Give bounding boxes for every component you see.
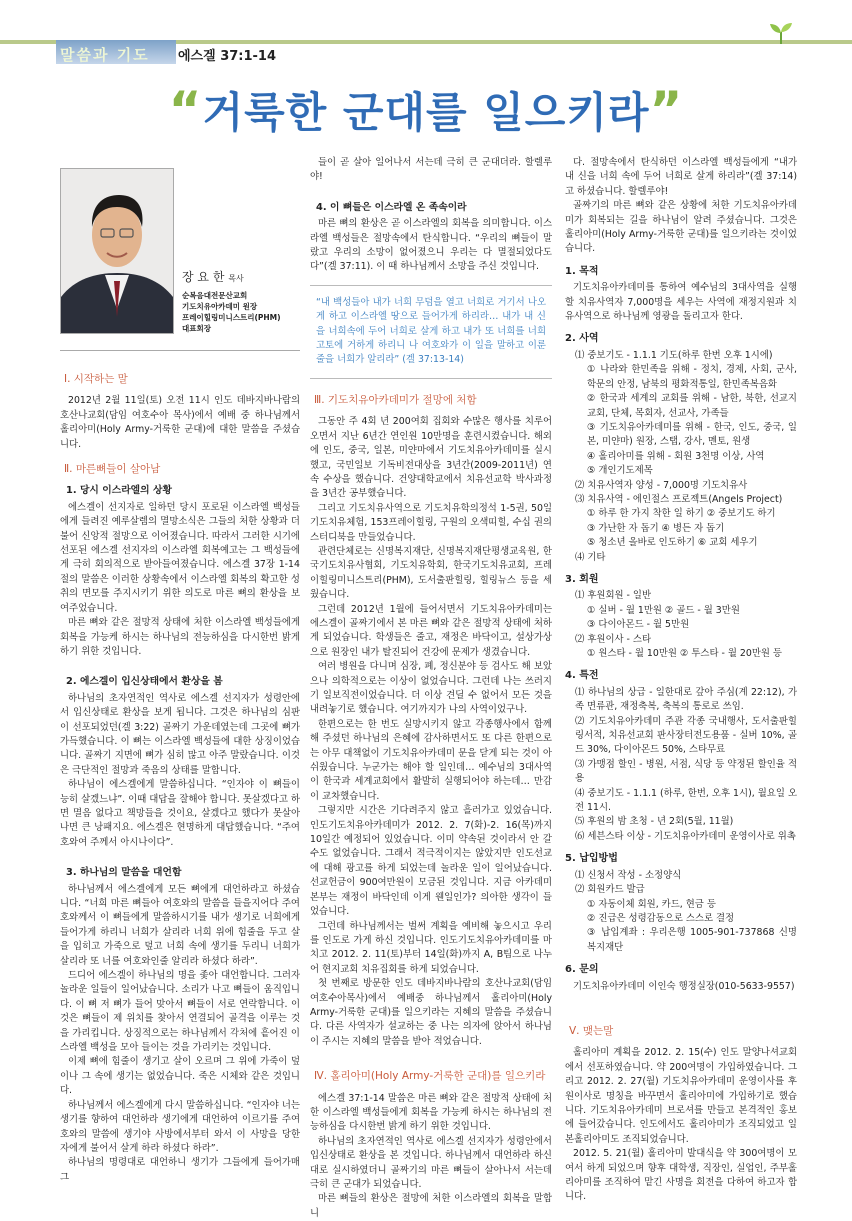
sub-list-item: ② 한국과 세계의 교회를 위해 - 남한, 북한, 선교지 교회, 단체, 목회자, 선교사, 가족들 [587,393,797,419]
spacer [565,1004,797,1014]
paragraph: 골짜기의 마른 뼈와 같은 상황에 처한 기도치유아카데미가 회복되는 길을 하나님이 알려 주셨습니다. 그것은 홀리아미(Holy Army-거룩한 군대)를 일으키라는 것이었습니다. [565,200,797,255]
paragraph: 하나님의 명령대로 대언하니 생기가 그들에게 들어가매 그 [60,1157,300,1183]
section-heading: Ⅳ. 홀리아미(Holy Army-거룩한 군대)를 일으키라 [314,1070,546,1083]
paragraph: 여러 병원을 다니며 심장, 폐, 정신분야 등 검사도 해 보았으나 의학적으로는 이상이 없었습니다. 그런데 나는 쓰러지기 일보직전이었습니다. 더 이상 견딜 수 없어서 모든 것을 내려놓기로 했습니다. 여기까지가 나의 사역이었구나. [310,661,552,716]
paragraph: 첫 번째로 방문한 인도 데바지바나람의 호산나교회(담임 여호수아목사)에서 예배중 하나님께서 홀리아미(Holy Army-거룩한 군대)를 일으키라는 지혜의 말씀을 주셨습니다. 다른 사역자가 설교하는 중 나는 의자에 앉아서 하나님이 주시는 지혜의 말씀을 받아 적었습니다. [310,978,552,1047]
paragraph: 들이 곧 살아 일어나서 서는데 극히 큰 군대더라. 할렐루야! [310,157,552,183]
list-item: ⑴ 신청서 작성 - 소정양식 [575,869,682,881]
scripture-reference: 에스겔 37:1-14 [178,49,277,64]
paragraph: 그리고 기도치유사역으로 기도치유학의정석 1-5권, 50일기도치유체험, 153프레이힐링, 구원의 오색띠힐, 수십 권의 스터디북을 만들었습니다. [310,502,552,543]
spacer [565,994,797,1004]
paragraph: 마른 뼈들의 환상은 절망에 처한 이스라엘의 회복을 말합니 [310,1193,552,1219]
paragraph: 한편으로는 한 번도 실망시키지 않고 각종행사에서 함께 해 주셨던 하나님의 은혜에 감사하면서도 또 다른 한편으로는 아무 대책없이 기도치유아카데미 문을 닫게 되는 것이 아쉬웠습니다. 누군가는 해야 할 일인데… 예수님의 3대사역이 한국과 세계교회에서 활발히 실행되어야 하는데… 만감이 교차했습니다. [310,718,552,802]
paragraph: 그동안 주 4회 년 200여회 집회와 수많은 행사를 치루어오면서 지난 6년간 연인원 10만명을 훈련시켰습니다. 해외에 인도, 중국, 일본, 미얀마에서 기도치유아카데미를 실시했고, 국민일보 기독비전대상을 3년간(2009-2011년) 연속 수상을 했습니다. 건양대학교에서 치유선교학 박사과정을 3년간 공부했습니다. [310,416,552,500]
subsection-heading: 4. 이 뼈들은 이스라엘 온 족속이라 [316,201,467,213]
sub-list-item: ③ 기도치유아카데미를 위해 - 한국, 인도, 중국, 일본, 미얀마) 원장, 스탭, 강사, 멘토, 원생 [587,421,797,448]
paragraph: 하나님께서 에스겔에게 모든 뼈에게 대언하라고 하셨습니다. “너희 마른 뼈들아 여호와의 말씀을 들을지어다 주여호와께서 이 뼈들에게 말씀하시기를 내가 생기로 너희에게 들어가게 하리니 너희가 살리라 너희 위에 힘줄을 두고 살을 입히고 가죽으로 덮고 너희 속에 생기를 두리니 너희가 살리라 또 너를 여호와인줄 알리라 하셨다 하라”. [60,883,300,967]
pastor-affiliations [182,290,281,334]
paragraph: 2012. 5. 21(월) 홀리아미 발대식을 약 300여명이 모여서 하게 되었으며 향후 대학생, 직장인, 실업인, 주부홀리아미를 조직하여 맡긴 사명을 회전을 다하여 하고자 합니다. [565,1148,797,1203]
sub-list-item: ⑤ 개인기도제목 [587,465,653,477]
sub-list-item: ① 실버 - 월 1만원 ② 골드 - 월 3만원 [587,604,740,616]
pastor-name: 장 요 한 목사 [182,270,244,284]
section-heading: Ⅴ. 맺는말 [569,1024,614,1037]
paragraph: 다. 절망속에서 탄식하던 이스라엘 백성들에게 “내가 내 신을 너희 속에 두어 너희로 살게 하리라”(겔 37:14)고 하셨습니다. 할렐루야! [565,157,797,197]
list-item: ⑷ 중보기도 - 1.1.1 (하루, 한번, 오후 1시), 월요일 오전 11시. [575,787,797,814]
paragraph: 그런데 하나님께서는 벌써 계획을 예비해 놓으시고 우리를 인도로 가게 하신 것입니다. 인도기도치유아카데미를 마치고 2012. 2. 11(토)부터 14일(화)까지 A, B팀으로 나누어 현지교회 치유집회를 하게 되었습니다. [310,920,552,975]
paragraph: 하나님께서 에스겔에게 다시 말씀하십니다. “인자야 너는 생기를 향하여 대언하라 생기에게 대언하여 이르기를 주여호와의 말씀에 생기야 사방에서부터 와서 이 사망을 당한 자에게 불어서 살게 하라 하셨다 하라”. [60,1099,300,1154]
paragraph: 그런데 2012년 1월에 들어서면서 기도치유아카데미는 에스겔이 골짜기에서 본 마른 뼈와 같은 절망적 상태에 처하게 되었습니다. 학생들은 줄고, 재정은 바닥이고, 설상가상으로 원장인 내가 탈진되어 건강에 문제가 생겼습니다. [310,603,552,658]
list-item: ⑶ 치유사역 - 에인절스 프로젝트(Angels Project) [575,493,783,505]
paragraph: 하나님의 초자연적인 역사로 에스겔 선지자가 성령안에서 입신상태로 환상을 본 것입니다. 하나님께서 대언하라 하신 대로 실시하였더니 골짜기의 마른 뼈들이 살아나서 서는데 극히 큰 군대가 되었습니다. [310,1135,552,1190]
affiliation-line: 기도치유아카데미 원장 [182,302,258,311]
sub-list-item: ⑤ 청소년 올바로 인도하기 ⑥ 교회 세우기 [587,537,758,549]
list-item: ⑵ 회원카드 발급 [575,884,645,896]
list-item: ⑷ 기타 [575,551,606,563]
list-item: ⑶ 가맹점 할인 - 병원, 서점, 식당 등 약정된 할인율 적용 [575,758,797,785]
list-item: ⑵ 기도치유아카데미 주관 각종 국내행사, 도서출판힐링서적, 치유선교회 판사장터전도용품 - 실버 10%, 골드 30%, 다이아몬드 50%, 스타무료 [575,715,797,756]
list-item: ⑹ 세븐스타 이상 - 기도치유아카데미 운영이사로 위촉 [575,830,796,842]
sub-list-item: ④ 홀리아미를 위해 - 회원 3천명 이상, 사역 [587,450,765,462]
article-title: “거룩한 군대를 일으키라” [168,81,684,139]
column-2 [310,156,552,1221]
affiliation-line: 순복음대전문산교회 [182,291,248,300]
affiliation-line: 대표회장 [182,324,211,333]
affiliation-line: 프레이힐링미니스트리(PHM) [182,313,281,322]
paragraph: 에스겔이 선지자로 일하던 당시 포로된 이스라엘 백성들에게 들려진 예루살렘의 멸망소식은 그들의 처한 상황과 더불어 신앙적 절망으로 이어졌습니다. 따라서 그러한 시기에 선포된 에스겔 선지자의 이스라엘 회복예고는 그 백성들에게 극히 회의적으로 받아들여졌습니다. 에스겔 37장 1-14절의 말씀은 이러한 상황속에서 이스라엘 회복의 확고한 성취의 면모를 주지시키기 위한 의도로 마른 뼈의 환상을 보여주었습니다. [60,501,300,614]
list-heading: 6. 문의 [565,964,599,976]
sub-list-item: ① 원스타 - 월 10만원 ② 투스타 - 월 20만원 등 [587,648,782,659]
sub-list-item: ① 하루 한 가지 착한 일 하기 ② 중보기도 하기 [587,508,776,520]
subsection-heading: 3. 하나님의 말씀을 대언함 [66,867,182,879]
list-item: ⑴ 후원회원 - 일반 [575,590,652,602]
spacer [310,1049,552,1059]
list-item: ⑸ 후원의 밤 초청 - 년 2회(5월, 11월) [575,816,734,828]
photo-divider [60,350,300,351]
sub-list-item: ③ 가난한 자 돕기 ④ 병든 자 돕기 [587,522,725,534]
column-label: 말씀과 기도 [60,46,150,64]
paragraph: 그렇지만 시간은 기다려주지 않고 흘러가고 있었습니다. 인도기도치유아카데미가 2012. 2. 7(화)-2. 16(목)까지 10일간 예정되어 있었습니다. 이미 약속된 것이라서 안 갈수도 없었습니다. 그래서 적극적이지는 않았지만 인도선교에 대해 광고를 하게 되었는데 놀라운 일이 일어났습니다. 선교헌금이 900여만원이 모금된 것입니다. 지금 아카데미 본부는 재정이 바닥인데 이게 웬일인가? 의아한 생각이 들었습니다. [310,805,552,918]
paragraph: 기도치유아카데미 이인숙 행정실장(010-5633-9557) [573,980,795,992]
paragraph: 관련단체로는 신명복지재단, 신명복지재단평생교육원, 한국기도치유사협회, 기도치유학회, 한국기도치유교회, 프레이힐링미니스트리(PHM), 도서출판힐링, 힐링뉴스 등을 세웠습니다. [310,545,552,601]
scripture-quote: “내 백성들아 내가 너희 무덤을 열고 너희로 거기서 나오게 하고 이스라엘 땅으로 들어가게 하리라… 내가 내 신을 너희속에 두어 너희로 살게 하고 내가 또 너희를 너희 고토에 거하게 하리니 나 여호와가 이 일을 말하고 이룬 줄을 너희가 알리라” (겔 37:13-14) [310,285,552,379]
spacer [310,185,552,195]
list-item: ⑵ 치유사역자 양성 - 7,000명 기도치유사 [575,479,748,491]
column-3 [565,156,797,1205]
list-item: ⑴ 중보기도 - 1.1.1 기도(하루 한번 오후 1시에) [575,349,773,361]
list-item: ⑵ 후원이사 - 스타 [575,633,652,645]
paragraph: 2012년 2월 11일(토) 오전 11시 인도 데바지바나람의 호산나교회(담임 여호수아 목사)에서 예배 중 하나님께서 홀리아미(Holy Army-거룩한 군대)에 대한 말씀을 주셨습니다. [60,395,300,450]
subsection-heading: 1. 당시 이스라엘의 상황 [66,485,172,497]
paragraph: 이제 뼈에 힘줄이 생기고 살이 오르며 그 위에 가죽이 덮이나 그 속에 생기는 없었습니다. 죽은 시체와 같은 것입니다. [60,1056,300,1097]
list-heading: 2. 사역 [565,333,599,345]
sub-list-item: ③ 납입계좌 : 우리은행 1005-901-737868 신명복지재단 [587,927,797,953]
spacer [60,659,300,669]
column-1 [60,362,300,1185]
list-heading: 5. 납입방법 [565,853,618,865]
section-heading: Ⅱ. 마른뼈들이 살아남 [64,463,161,476]
spacer [60,850,300,860]
paragraph: 하나님의 초자연적인 역사로 에스겔 선지자가 성령안에서 입신상태로 환상을 보게 됩니다. 그것은 하나님의 심판이 선포되었던(겔 3:22) 골짜기 가운데였는데 그곳에 뼈가 가득했습니다. 이 뼈는 이스라엘 백성들에 대한 상징이었습니다. 골짜기 지면에 뼈가 심히 많고 아주 말랐습니다. 이것은 극단적인 절망과 죽음의 상태를 말합니다. [60,692,300,776]
sub-list-item: ③ 다이아몬드 - 월 5만원 [587,619,690,631]
list-heading: 3. 회원 [565,573,599,585]
pastor-photo [60,168,174,334]
section-heading: Ⅲ. 기도치유아카데미가 절망에 처함 [314,393,477,406]
paragraph: 드디어 에스겔이 하나님의 명을 좇아 대언합니다. 그러자 놀라운 일들이 일어났습니다. 소리가 나고 뼈들이 움직입니다. 이 뼈 저 뼈가 들어 맞아서 뼈들이 서로 연락합니다. 이것은 뼈들이 제 위치를 찾아서 연결되어 골격을 이루는 것을 가리킵니다. 상징적으로는 하나님께서 각처에 흩어진 이스라엘 백성을 모아 들이는 것을 가리키는 것입니다. [60,970,300,1054]
list-heading: 1. 목적 [565,265,599,277]
sub-list-item: ① 나라와 한민족을 위해 - 정치, 경제, 사회, 군사, 학문의 안정, 남북의 평화적통일, 한민족복음화 [587,364,797,390]
paragraph: 홀리아미 계획을 2012. 2. 15(수) 인도 말양나셔교회에서 선포하였습니다. 약 200여명이 가입하였습니다. 그리고 2012. 2. 27(월) 기도치유아카데미 운영이사를 후원이사로 명칭을 바꾸면서 홀리아미에 가입하기로 했습니다. 기도치유아카데미 브로셔를 만들고 본격적인 홍보에 들어갔습니다. 인도에서도 홀리아미가 조직되었고 일본홀리아미도 조직되었습니다. [565,1047,797,1145]
paragraph: 마른 뼈와 같은 절망적 상태에 처한 이스라엘 백성들에게 회복을 가능케 하시는 하나님의 전능하심을 다시한번 밝게 하기 위한 것입니다. [60,617,300,657]
list-heading: 4. 특전 [565,670,599,682]
paragraph: 기도치유아카데미를 통하여 예수님의 3대사역을 실행할 치유사역자 7,000명을 세우는 사역에 재정지원과 치유사역으로 하나님께 영광을 돌리고자 한다. [565,282,797,323]
list-item: ⑴ 하나님의 상급 - 일한대로 갚아 주심(계 22:12), 가족 면류관, 재정축복, 축복의 통로로 쓰임. [575,686,797,713]
section-heading: Ⅰ. 시작하는 말 [64,373,128,385]
paragraph: 마른 뼈의 환상은 곧 이스라엘의 회복을 의미합니다. 이스라엘 백성들은 절망속에서 탄식합니다. “우리의 뼈들이 말랐고 우리의 소망이 없어졌으니 우리는 다 멸절되었다도다”(겔 37:11). 이 때 하나님께서 소망을 주신 것입니다. [310,218,552,273]
sprout-icon [768,22,794,44]
paragraph: 에스겔 37:1-14 말씀은 마른 뼈와 같은 절망적 상태에 처한 이스라엘 백성들에게 회복을 가능케 하시는 하나님의 전능하심을 다시한번 밝게 하기 위한 것입니다. [310,1092,552,1133]
sub-list-item: ① 자동이체 회원, 카드, 현금 등 [587,898,716,910]
sub-list-item: ② 진급은 성령감동으로 스스로 결정 [587,912,735,924]
paragraph: 하나님이 에스겔에게 말씀하십니다. “인자야 이 뼈들이 능히 살겠느냐”. 이때 대답을 잘해야 합니다. 못살겠다고 하면 멸음 없다고 책망들을 것이요, 살겠다고 했다가 못살아나면 큰 낭패지요. 에스겔은 현명하게 대답했습니다. “주여호와여 주께서 아시나이다”. [60,779,300,848]
subsection-heading: 2. 에스겔이 입신상태에서 환상을 봄 [66,676,223,688]
